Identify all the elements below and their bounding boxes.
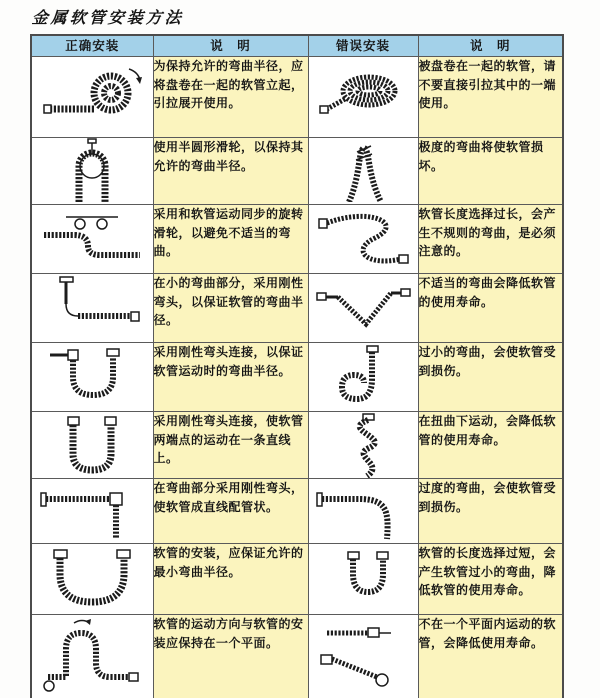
excessive-corner-bend-hose-icon bbox=[311, 479, 415, 541]
too-small-bend-hook-hose-icon bbox=[311, 343, 415, 407]
page-title: 金属软管安装方法 bbox=[31, 8, 185, 27]
wrong-desc-cell: 极度的弯曲将使软管损坏。 bbox=[418, 138, 563, 205]
table-row bbox=[31, 274, 563, 343]
correct-desc-cell: 在小的弯曲部分，采用刚性弯头，以保证软管的弯曲半径。 bbox=[153, 274, 308, 343]
header-wrong-description: 说 明 bbox=[418, 35, 563, 57]
wrong-desc-cell: 在扭曲下运动，会降低软管的使用寿命。 bbox=[418, 412, 563, 479]
wrong-image-cell bbox=[308, 412, 418, 479]
table-row bbox=[31, 479, 563, 544]
wrong-desc-cell: 不适当的弯曲会降低软管的使用寿命。 bbox=[418, 274, 563, 343]
correct-image-cell bbox=[31, 544, 153, 615]
wide-u-minimum-bend-radius-icon bbox=[36, 544, 148, 610]
correct-image-cell bbox=[31, 412, 153, 479]
correct-desc-cell: 为保持允许的弯曲半径，应将盘卷在一起的软管立起，引拉展开使用。 bbox=[153, 57, 308, 138]
wrong-desc-cell: 过小的弯曲，会使软管受到损伤。 bbox=[418, 343, 563, 412]
header-row bbox=[31, 35, 563, 57]
sharply-kinked-hose-icon bbox=[311, 138, 415, 202]
bundled-coil-hose-icon bbox=[311, 57, 415, 125]
correct-desc-cell: 在弯曲部分采用刚性弯头，使软管成直线配管状。 bbox=[153, 479, 308, 544]
hose-over-semicircular-pulley-icon bbox=[36, 138, 148, 202]
header-correct-install: 正确安装 bbox=[31, 35, 153, 57]
improper-v-bend-hose-icon bbox=[311, 274, 415, 338]
rigid-elbow-small-bend-icon bbox=[36, 274, 148, 340]
wrong-image-cell bbox=[308, 479, 418, 544]
correct-desc-cell: 软管的运动方向与软管的安装应保持在一个平面。 bbox=[153, 615, 308, 698]
straight-piping-with-rigid-elbow-icon bbox=[36, 479, 148, 541]
table-row bbox=[31, 412, 563, 479]
correct-image-cell bbox=[31, 57, 153, 138]
correct-desc-cell: 使用半圆形滑轮，以保持其允许的弯曲半径。 bbox=[153, 138, 308, 205]
wrong-desc-cell: 软管长度选择过长，会产生不规则的弯曲，是必须注意的。 bbox=[418, 205, 563, 274]
hose-on-rotating-pulley-track-icon bbox=[36, 205, 148, 267]
table-row bbox=[31, 138, 563, 205]
header-correct-description: 说 明 bbox=[153, 35, 308, 57]
correct-image-cell bbox=[31, 138, 153, 205]
wrong-desc-cell: 软管的长度选择过短，会产生软管过小的弯曲，降低软管的使用寿命。 bbox=[418, 544, 563, 615]
correct-image-cell bbox=[31, 479, 153, 544]
correct-image-cell bbox=[31, 274, 153, 343]
correct-desc-cell: 软管的安装，应保证允许的最小弯曲半径。 bbox=[153, 544, 308, 615]
overlong-irregular-bend-hose-icon bbox=[311, 205, 415, 273]
rigid-elbow-connection-u-hose-icon bbox=[36, 343, 148, 407]
table-row bbox=[31, 205, 563, 274]
wrong-image-cell bbox=[308, 274, 418, 343]
table-row bbox=[31, 615, 563, 698]
correct-image-cell bbox=[31, 205, 153, 274]
wrong-image-cell bbox=[308, 138, 418, 205]
correct-desc-cell: 采用刚性弯头连接，使软管两端点的运动在一条直线上。 bbox=[153, 412, 308, 479]
correct-desc-cell: 采用刚性弯头连接，以保证软管运动时的弯曲半径。 bbox=[153, 343, 308, 412]
standing-coil-hose-icon bbox=[36, 57, 148, 129]
table-row bbox=[31, 343, 563, 412]
twisted-hose-icon bbox=[311, 412, 415, 478]
wrong-image-cell bbox=[308, 343, 418, 412]
wrong-image-cell bbox=[308, 544, 418, 615]
wrong-desc-cell: 不在一个平面内运动的软管，会降低使用寿命。 bbox=[418, 615, 563, 698]
wrong-image-cell bbox=[308, 205, 418, 274]
install-method-table bbox=[30, 34, 564, 698]
correct-desc-cell: 采用和软管运动同步的旋转滑轮，以避免不适当的弯曲。 bbox=[153, 205, 308, 274]
narrow-u-too-short-hose-icon bbox=[311, 544, 415, 604]
header-wrong-install: 错误安装 bbox=[308, 35, 418, 57]
wrong-desc-cell: 过度的弯曲，会使软管受到损伤。 bbox=[418, 479, 563, 544]
table-row bbox=[31, 544, 563, 615]
correct-image-cell bbox=[31, 615, 153, 698]
correct-image-cell bbox=[31, 343, 153, 412]
u-hose-straight-line-motion-icon bbox=[36, 412, 148, 476]
wrong-image-cell bbox=[308, 57, 418, 138]
wrong-image-cell bbox=[308, 615, 418, 698]
single-plane-trap-routing-icon bbox=[36, 615, 148, 695]
wrong-desc-cell: 被盘卷在一起的软管，请不要直接引拉其中的一端使用。 bbox=[418, 57, 563, 138]
table-row bbox=[31, 57, 563, 138]
out-of-plane-crossing-hoses-icon bbox=[311, 615, 415, 695]
